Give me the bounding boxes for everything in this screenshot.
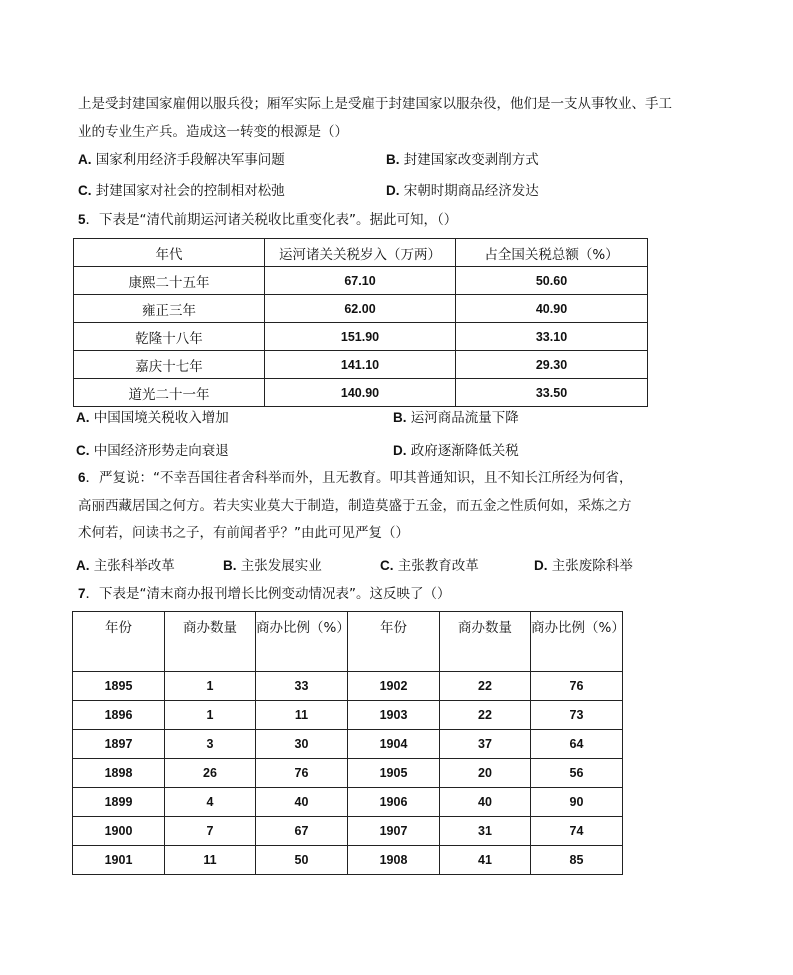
table-cell: 1 bbox=[165, 701, 256, 730]
q7-header-cell: 商办比例（%） bbox=[256, 612, 348, 672]
table-cell: 1908 bbox=[348, 846, 440, 875]
table-cell: 56 bbox=[531, 759, 623, 788]
table-cell: 1900 bbox=[73, 817, 165, 846]
q7-header-cell: 年份 bbox=[73, 612, 165, 672]
q5-header-cell: 运河诸关关税岁入（万两） bbox=[265, 239, 456, 267]
table-cell: 1898 bbox=[73, 759, 165, 788]
q5-stem-text: ．下表是“清代前期运河诸关税收比重变化表”。据此可知，（） bbox=[85, 212, 458, 228]
q5-header-cell: 占全国关税总额（%） bbox=[456, 239, 648, 267]
q7-header-cell: 商办比例（%） bbox=[531, 612, 623, 672]
q5-option-c-text: 中国经济形势走向衰退 bbox=[93, 443, 229, 459]
q6-stem-line-2: 高丽西藏居国之何方。若夫实业莫大于制造，制造莫盛于五金，而五金之性质何如，采炼之方 bbox=[78, 498, 632, 514]
q4-option-a-text: 国家利用经济手段解决军事问题 bbox=[95, 152, 285, 168]
table-cell: 4 bbox=[165, 788, 256, 817]
q4-option-d-text: 宋朝时期商品经济发达 bbox=[403, 183, 539, 199]
table-cell: 67.10 bbox=[265, 267, 456, 295]
q4-option-a-letter: A. bbox=[78, 152, 92, 167]
q6-option-b-text: 主张发展实业 bbox=[240, 558, 322, 574]
table-cell: 67 bbox=[256, 817, 348, 846]
table-cell: 1897 bbox=[73, 730, 165, 759]
q7-header-cell: 商办数量 bbox=[165, 612, 256, 672]
table-cell: 76 bbox=[531, 672, 623, 701]
q4-option-d-letter: D. bbox=[386, 183, 400, 198]
q7-number: 7 bbox=[78, 586, 86, 601]
table-cell: 73 bbox=[531, 701, 623, 730]
q5-table-header-row bbox=[74, 239, 648, 267]
table-cell: 1895 bbox=[73, 672, 165, 701]
table-row bbox=[73, 788, 623, 817]
q6-stem-line-1 bbox=[78, 469, 633, 487]
table-cell: 30 bbox=[256, 730, 348, 759]
table-row bbox=[74, 267, 648, 295]
table-cell: 90 bbox=[531, 788, 623, 817]
table-row bbox=[73, 672, 623, 701]
q5-option-a-text: 中国国境关税收入增加 bbox=[93, 410, 229, 426]
table-cell: 7 bbox=[165, 817, 256, 846]
table-cell: 40.90 bbox=[456, 295, 648, 323]
q7-header-cell: 商办数量 bbox=[440, 612, 531, 672]
q5-option-c-letter: C. bbox=[76, 443, 90, 458]
table-cell: 嘉庆十七年 bbox=[74, 351, 265, 379]
table-cell: 41 bbox=[440, 846, 531, 875]
table-cell: 20 bbox=[440, 759, 531, 788]
table-cell: 1896 bbox=[73, 701, 165, 730]
q4-stem-line-2: 业的专业生产兵。造成这一转变的根源是（） bbox=[78, 124, 348, 140]
table-cell: 33 bbox=[256, 672, 348, 701]
table-cell: 1902 bbox=[348, 672, 440, 701]
q5-number: 5 bbox=[78, 212, 86, 227]
table-cell: 11 bbox=[256, 701, 348, 730]
q4-option-b-text: 封建国家改变剥削方式 bbox=[403, 152, 539, 168]
table-cell: 31 bbox=[440, 817, 531, 846]
table-cell: 1904 bbox=[348, 730, 440, 759]
table-cell: 62.00 bbox=[265, 295, 456, 323]
table-row bbox=[73, 759, 623, 788]
table-cell: 3 bbox=[165, 730, 256, 759]
table-cell: 1903 bbox=[348, 701, 440, 730]
table-cell: 40 bbox=[256, 788, 348, 817]
table-cell: 22 bbox=[440, 672, 531, 701]
q5-option-b bbox=[393, 409, 519, 427]
q4-stem-line-1: 上是受封建国家雇佣以服兵役；厢军实际上是受雇于封建国家以服杂役，他们是一支从事牧业、手工 bbox=[78, 96, 672, 112]
q4-option-a bbox=[78, 151, 285, 169]
q6-option-c-text: 主张教育改革 bbox=[397, 558, 479, 574]
q4-option-d bbox=[386, 182, 539, 200]
q7-table bbox=[72, 611, 623, 875]
q6-option-d-text: 主张废除科举 bbox=[551, 558, 633, 574]
table-row bbox=[74, 323, 648, 351]
table-row bbox=[73, 846, 623, 875]
q6-option-a-text: 主张科举改革 bbox=[93, 558, 175, 574]
table-cell: 雍正三年 bbox=[74, 295, 265, 323]
table-cell: 141.10 bbox=[265, 351, 456, 379]
table-cell: 33.10 bbox=[456, 323, 648, 351]
table-cell: 50 bbox=[256, 846, 348, 875]
table-cell: 33.50 bbox=[456, 379, 648, 407]
table-cell: 22 bbox=[440, 701, 531, 730]
q5-option-a-letter: A. bbox=[76, 410, 90, 425]
table-cell: 76 bbox=[256, 759, 348, 788]
table-cell: 40 bbox=[440, 788, 531, 817]
table-row bbox=[73, 817, 623, 846]
q4-option-b bbox=[386, 151, 539, 169]
q5-table bbox=[73, 238, 648, 407]
table-cell: 74 bbox=[531, 817, 623, 846]
q5-option-a bbox=[76, 409, 229, 427]
table-row bbox=[74, 351, 648, 379]
q6-option-b-letter: B. bbox=[223, 558, 237, 573]
table-cell: 29.30 bbox=[456, 351, 648, 379]
table-cell: 26 bbox=[165, 759, 256, 788]
q6-number: 6 bbox=[78, 470, 86, 485]
q6-option-c-letter: C. bbox=[380, 558, 394, 573]
q7-header-cell: 年份 bbox=[348, 612, 440, 672]
table-cell: 1901 bbox=[73, 846, 165, 875]
q5-option-b-letter: B. bbox=[393, 410, 407, 425]
q6-stem-text-1: ．严复说：“不幸吾国往者舍科举而外，且无教育。叩其普通知识，且不知长江所经为何省， bbox=[85, 470, 633, 486]
table-cell: 1906 bbox=[348, 788, 440, 817]
table-cell: 85 bbox=[531, 846, 623, 875]
table-cell: 1907 bbox=[348, 817, 440, 846]
table-cell: 1 bbox=[165, 672, 256, 701]
table-cell: 康熙二十五年 bbox=[74, 267, 265, 295]
q5-header-cell: 年代 bbox=[74, 239, 265, 267]
table-cell: 道光二十一年 bbox=[74, 379, 265, 407]
table-row bbox=[73, 701, 623, 730]
table-row bbox=[74, 295, 648, 323]
q5-option-b-text: 运河商品流量下降 bbox=[410, 410, 519, 426]
q6-option-a bbox=[76, 557, 175, 575]
table-cell: 1905 bbox=[348, 759, 440, 788]
q4-option-c bbox=[78, 182, 285, 200]
table-cell: 11 bbox=[165, 846, 256, 875]
q6-option-a-letter: A. bbox=[76, 558, 90, 573]
table-cell: 37 bbox=[440, 730, 531, 759]
table-cell: 乾隆十八年 bbox=[74, 323, 265, 351]
q4-option-c-text: 封建国家对社会的控制相对松弛 bbox=[95, 183, 285, 199]
q5-option-d-text: 政府逐渐降低关税 bbox=[410, 443, 519, 459]
q4-option-b-letter: B. bbox=[386, 152, 400, 167]
table-cell: 1899 bbox=[73, 788, 165, 817]
table-cell: 151.90 bbox=[265, 323, 456, 351]
q5-option-d bbox=[393, 442, 519, 460]
table-cell: 140.90 bbox=[265, 379, 456, 407]
table-row bbox=[74, 379, 648, 407]
q5-option-c bbox=[76, 442, 229, 460]
q7-stem bbox=[78, 585, 451, 603]
q5-stem bbox=[78, 211, 457, 229]
q6-stem-line-3: 术何若，问读书之子，有前闻者乎？”由此可见严复（） bbox=[78, 525, 409, 541]
q5-option-d-letter: D. bbox=[393, 443, 407, 458]
q6-option-c bbox=[380, 557, 479, 575]
q7-table-header-row bbox=[73, 612, 623, 672]
table-row bbox=[73, 730, 623, 759]
q6-option-d bbox=[534, 557, 633, 575]
table-cell: 50.60 bbox=[456, 267, 648, 295]
table-cell: 64 bbox=[531, 730, 623, 759]
q7-stem-text: ．下表是“清末商办报刊增长比例变动情况表”。这反映了（） bbox=[85, 586, 451, 602]
q6-option-d-letter: D. bbox=[534, 558, 548, 573]
q4-option-c-letter: C. bbox=[78, 183, 92, 198]
q6-option-b bbox=[223, 557, 322, 575]
